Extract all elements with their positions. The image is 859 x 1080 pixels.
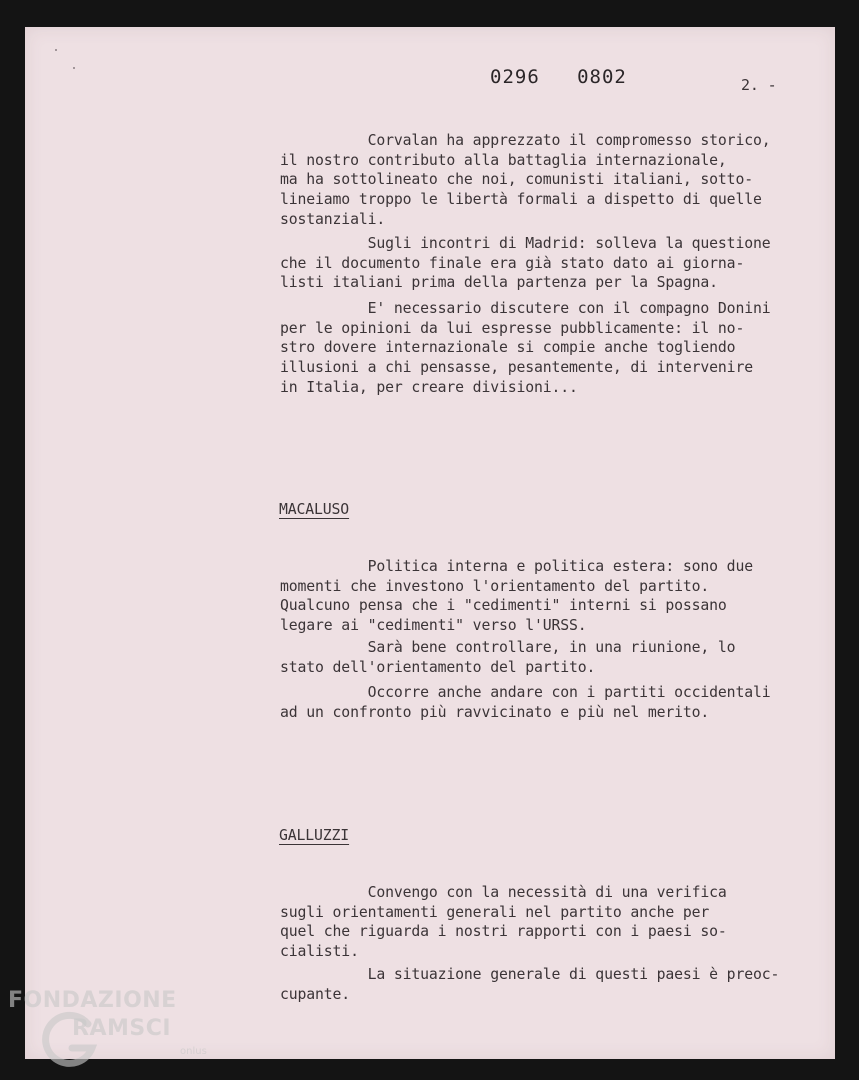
paragraph: Sugli incontri di Madrid: solleva la questione che il documento finale era già stato dato ai giorna- listi italiani prima della partenza per la Spagna.	[280, 235, 771, 292]
watermark-line2: RAMSCI	[72, 1016, 172, 1041]
paragraph: Occorre anche andare con i partiti occidentali ad un confronto più ravvicinato e più nel merito.	[280, 684, 771, 721]
paragraph: Corvalan ha apprezzato il compromesso storico, il nostro contributo alla battaglia internazionale, ma ha sottolineato che noi, comunisti italiani, sotto- lineiamo troppo le libertà formali a dispetto di quelle sostanziali.	[280, 132, 771, 228]
speaker-heading-galluzzi: GALLUZZI	[279, 827, 350, 844]
paper-speck	[73, 67, 75, 69]
paragraph: Convengo con la necessità di una verifica sugli orientamenti generali nel partito anche per quel che riguarda i nostri rapporti con i paesi so- cialisti.	[280, 884, 727, 961]
paragraph: E' necessario discutere con il compagno Donini per le opinioni da lui espresse pubblicamente: il no- stro dovere internazionale si compie anche togliendo illusioni a chi pensasse, pesantemente, di intervenire in Italia, per creare divisioni...	[280, 300, 771, 396]
fondazione-gramsci-watermark	[8, 988, 218, 1080]
watermark-line3: onlus	[180, 1046, 207, 1057]
page-number: 2. -	[741, 76, 777, 94]
paragraph: La situazione generale di questi paesi è preoc- cupante.	[280, 966, 780, 1003]
speaker-heading-macaluso: MACALUSO	[279, 501, 350, 518]
paper-speck	[55, 49, 57, 51]
document-number: 0296 0802	[490, 66, 627, 88]
paragraph: Politica interna e politica estera: sono due momenti che investono l'orientamento del partito. Qualcuno pensa che i "cedimenti" interni si possano legare ai "cedimenti" verso l'URSS.	[280, 558, 753, 635]
paragraph: Sarà bene controllare, in una riunione, lo stato dell'orientamento del partito.	[280, 639, 736, 676]
watermark-line1: FONDAZIONE	[8, 988, 177, 1013]
